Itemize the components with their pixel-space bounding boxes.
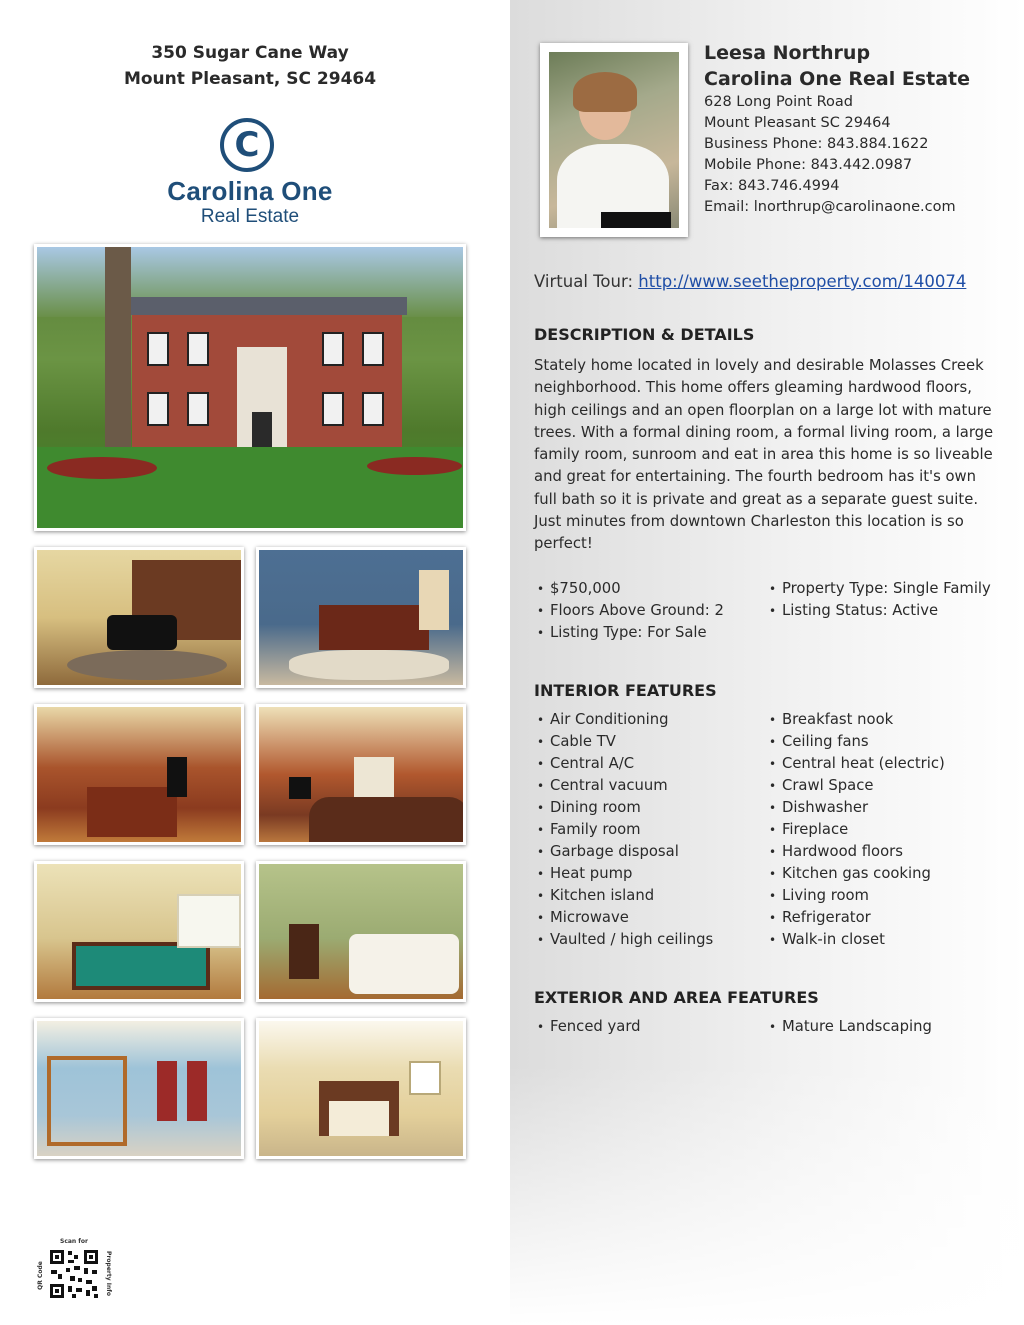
list-item: • Kitchen gas cooking <box>766 863 945 885</box>
exterior-list-right <box>766 1016 932 1038</box>
photo-dining-room <box>256 547 466 688</box>
qr-right-label: Property Info <box>104 1251 112 1296</box>
photo-bunk-bedroom <box>34 1018 244 1159</box>
list-item: • Property Type: Single Family <box>766 578 991 600</box>
qr-code-icon[interactable] <box>48 1248 100 1300</box>
agent-street: 628 Long Point Road <box>704 94 853 110</box>
agent-photo <box>540 43 688 237</box>
agent-business-phone: Business Phone: 843.884.1622 <box>704 136 929 152</box>
virtual-tour <box>534 272 966 291</box>
photo-master-bedroom <box>256 861 466 1002</box>
photo-game-room <box>34 861 244 1002</box>
list-item: • Vaulted / high ceilings <box>534 929 713 951</box>
list-item: • Listing Status: Active <box>766 600 991 622</box>
list-item: • Central heat (electric) <box>766 753 945 775</box>
logo-company-name: Carolina One <box>167 176 333 206</box>
copyright-c-logo-icon: C <box>220 118 274 172</box>
agent-info <box>704 40 1004 218</box>
agent-name: Leesa Northrup <box>704 42 871 64</box>
photo-family-room <box>256 704 466 845</box>
list-item: • Crawl Space <box>766 775 945 797</box>
exterior-heading: EXTERIOR AND AREA FEATURES <box>534 988 819 1007</box>
description-text: Stately home located in lovely and desirable Molasses Creek neighborhood. This home offers gleaming hardwood floors, high ceilings and an open floorplan on a large lot with mature trees. With a formal dining room, a formal living room, a large family room, sunroom and eat in area this home is so liveable and great for entertaining. The fourth bedroom has it's own full bath so it is private and great as a separate guest suite. Just minutes from downtown Charleston this location is so perfect! <box>534 357 994 553</box>
interior-list-right <box>766 709 945 951</box>
agent-mobile-phone: Mobile Phone: 843.442.0987 <box>704 157 913 173</box>
list-item: • Hardwood floors <box>766 841 945 863</box>
list-item: • Refrigerator <box>766 907 945 929</box>
exterior-list-left <box>534 1016 641 1038</box>
list-item: • Central A/C <box>534 753 713 775</box>
main-exterior-photo <box>34 244 466 531</box>
logo-company-subtitle: Real Estate <box>200 206 300 227</box>
list-item: • Fireplace <box>766 819 945 841</box>
property-address <box>70 40 430 92</box>
list-item: • Dining room <box>534 797 713 819</box>
list-item: • Listing Type: For Sale <box>534 622 724 644</box>
list-item: • Kitchen island <box>534 885 713 907</box>
list-item: • Ceiling fans <box>766 731 945 753</box>
list-item: • Mature Landscaping <box>766 1016 932 1038</box>
list-item: • Walk-in closet <box>766 929 945 951</box>
interior-list-left <box>534 709 713 951</box>
list-item: • $750,000 <box>534 578 724 600</box>
photo-kitchen <box>34 704 244 845</box>
address-line2: Mount Pleasant, SC 29464 <box>123 69 377 89</box>
qr-top-label: Scan for <box>60 1238 88 1245</box>
list-item: • Family room <box>534 819 713 841</box>
list-item: • Floors Above Ground: 2 <box>534 600 724 622</box>
agent-company: Carolina One Real Estate <box>704 68 970 90</box>
virtual-tour-link[interactable]: http://www.seetheproperty.com/140074 <box>638 272 967 291</box>
description-heading: DESCRIPTION & DETAILS <box>534 325 755 344</box>
photo-library-room <box>34 547 244 688</box>
list-item: • Heat pump <box>534 863 713 885</box>
photo-guest-bedroom <box>256 1018 466 1159</box>
list-item: • Living room <box>766 885 945 907</box>
agent-fax: Fax: 843.746.4994 <box>704 178 840 194</box>
agent-city: Mount Pleasant SC 29464 <box>704 115 891 131</box>
interior-heading: INTERIOR FEATURES <box>534 681 717 700</box>
list-item: • Dishwasher <box>766 797 945 819</box>
virtual-tour-label: Virtual Tour: <box>534 272 639 291</box>
list-item: • Microwave <box>534 907 713 929</box>
list-item: • Central vacuum <box>534 775 713 797</box>
list-item: • Breakfast nook <box>766 709 945 731</box>
list-item: • Air Conditioning <box>534 709 713 731</box>
address-line1: 350 Sugar Cane Way <box>151 43 349 63</box>
list-item: • Cable TV <box>534 731 713 753</box>
company-logo <box>150 112 350 237</box>
list-item: • Fenced yard <box>534 1016 641 1038</box>
agent-email: Email: lnorthrup@carolinaone.com <box>704 199 956 215</box>
details-list-right <box>766 578 991 622</box>
qr-left-label: QR Code <box>36 1261 44 1290</box>
list-item: • Garbage disposal <box>534 841 713 863</box>
details-list-left <box>534 578 724 644</box>
